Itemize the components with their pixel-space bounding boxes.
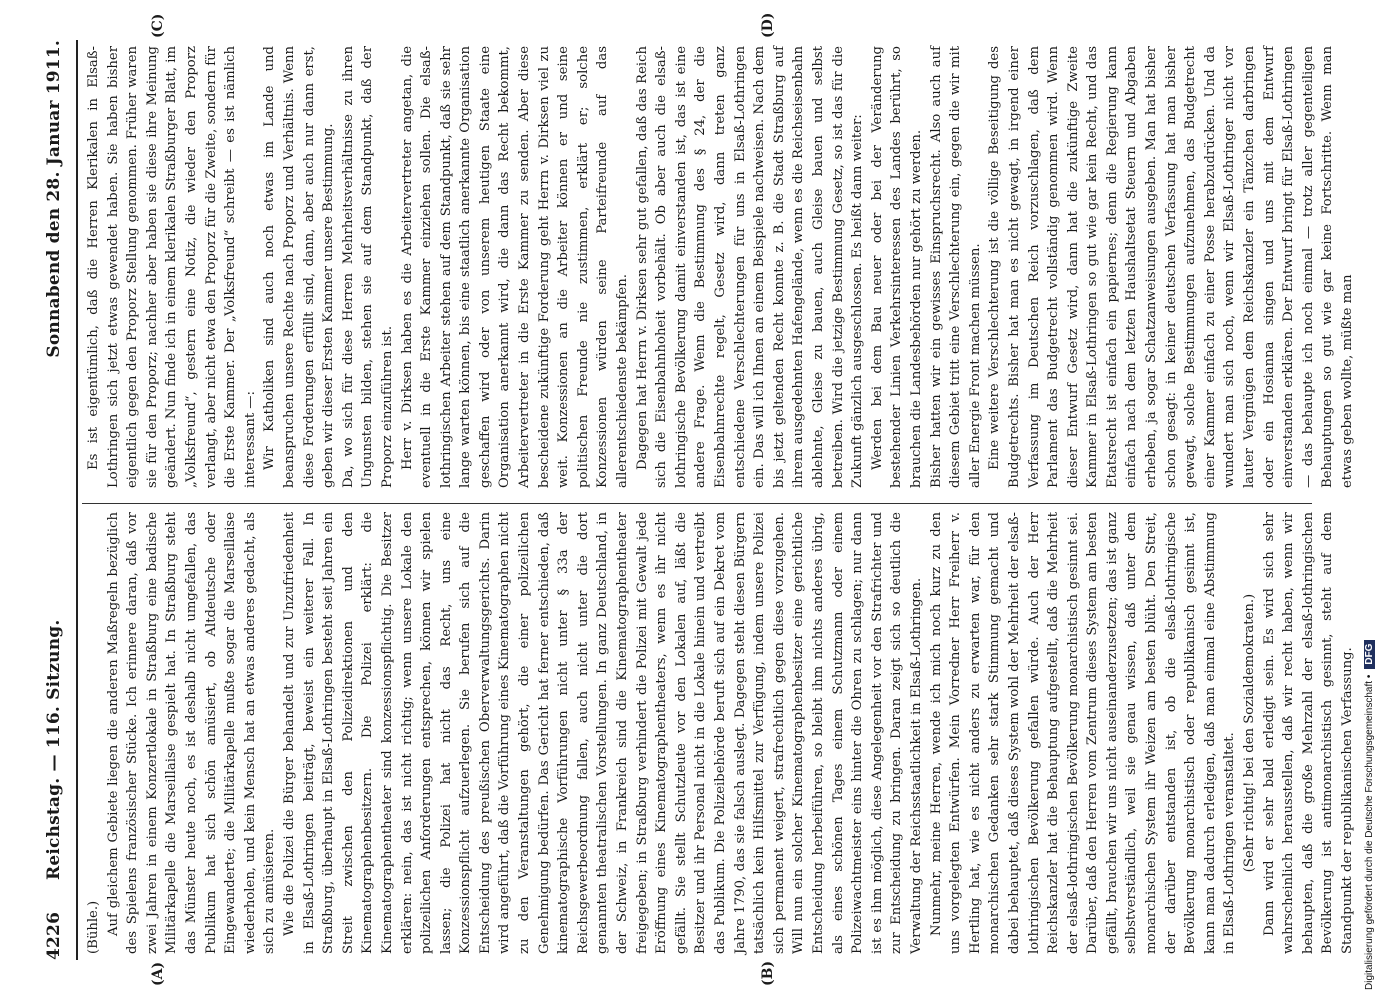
- speaker-note: (Bühle.): [86, 900, 101, 954]
- dfg-logo: DFG: [1364, 640, 1375, 669]
- paragraph: Eine weitere Verschlechterung ist die völlige Beseitigung des Budgetrechts. Bisher hat man es nicht gewagt, in irgend einer Verfassung im Deutschen Reich vorzuschlagen, daß dem Parlament das Budgetrecht vollständig genommen wird. Wenn dieser Entwurf Gesetz wird, dann hat die zukünftige Zweite Kammer in Elsaß-Lothringen so gut wie gar kein Recht, und das Etatsrecht ist einfach ein papiernes; denn die Regierung kann einfach nach dem letzten Haushaltsetat Steuern und Abgaben erheben, ja sogar Schatzanweisungen ausgeben. Man hat bisher schon gesagt: in keiner deutschen Verfassung hat man bisher gewagt, solche Bestimmungen aufzunehmen, das Budgetrecht einer Kammer einfach zu einer Posse herabzudrücken. Und da wundert man sich noch, wenn wir Elsaß-Lothringer nicht vor lauter Vergnügen dem Reichskanzler ein Tänzchen darbringen oder ein Hosianna singen und uns mit dem Entwurf einverstanden erklären. Der Entwurf bringt für Elsaß-Lothringen — das behaupte ich noch einmal — trotz aller gegenteiligen Behauptungen so gut wie gar keine Fortschritte. Wenn man etwas geben wollte, müßte man: [987, 46, 1355, 488]
- paragraph: Herr v. Dirksen haben es die Arbeitervertreter angetan, die eventuell in die Erste Kammer einziehen sollen. Die elsaß-lothringischen Arbeiter stehen auf dem Standpunkt, daß sie sehr lange warten können, bis eine staatlich anerkannte Organisation geschaffen wird oder von unserem heutigen Staate eine Organisation anerkannt wird, die dann das Recht bekommt, Arbeitervertreter in die Erste Kammer zu senden. Aber diese bescheidene zukünftige Forderung geht Herrn v. Dirksen viel zu weit. Konzessionen an die Arbeiter können er und seine politischen Freunde nie zustimmen, erklärt er; solche Konzessionen würden seine Parteifreunde auf das allerentschiedenste bekämpfen.: [399, 46, 631, 488]
- paragraph: Auf gleichem Gebiete liegen die anderen Maßregeln bezüglich des Spielens französischer Stücke. Ich erinnere daran, daß vor zwei Jahren in einem Konzertlokale in Straßburg eine badische Militärkapelle die Marseillaise gespielt hat. In Straßburg steht das Münster heute noch, es ist deshalb nicht umgefallen, das Publikum hat sich schön amüsiert, ob Altdeutsche oder Eingewanderte; die Militärkapelle mußte sogar die Marseillaise wiederholen, und kein Mensch hat an etwas anderes gedacht, als sich zu amüsieren.: [105, 512, 278, 954]
- page-number: 4226: [44, 911, 64, 960]
- paragraph: Wie die Polizei die Bürger behandelt und zur Unzufriedenheit in Elsaß-Lothringen beiträgt, beweist ein weiterer Fall. In Straßburg, überhaupt in Elsaß-Lothringen besteht seit Jahren ein Streit zwischen den Polizeidirektionen und den Kinematographenbesitzern. Die Polizei erklärt: die Kinematographentheater sind konzessionspflichtig. Die Besitzer erklären: nein, das ist nicht richtig; wenn unsere Lokale den polizeilichen Anforderungen entsprechen, können wir spielen lassen; die Polizei hat nicht das Recht, uns eine Konzessionspflicht aufzuerlegen. Sie berufen sich auf die Entscheidung des preußischen Oberverwaltungsgerichts. Darin wird angeführt, daß die Vorführung eines Kinematographen nicht zu den Veranstaltungen gehört, die einer polizeilichen Genehmigung bedürfen. Das Gericht hat ferner entschieden, daß kinematographische Vorführungen nicht unter § 33a der Reichsgewerbeordnung fallen, auch nicht unter die dort genannten theatralischen Vorstellungen. In ganz Deutschland, in der Schweiz, in Frankreich sind die Kinematographentheater freigegeben; in Straßburg verhindert die Polizei mit Gewalt jede Eröffnung eines Kinematographentheaters, wenn es ihr nicht gefällt. Sie stellt Schutzleute vor den Lokalen auf, läßt die Besitzer und ihr Personal nicht in die Lokale hinein und vertreibt das Publikum. Die Polizeibehörde beruft sich auf ein Dekret vom Jahre 1790, das sie falsch auslegt. Dagegen steht diesen Bürgern tatsächlich kein Hilfsmittel zur Verfügung, indem unsere Polizei sich permanent weigert, strafrechtlich gegen diese vorzugehen. Will nun ein solcher Kinematographenbesitzer eine gerichtliche Entscheidung herbeiführen, so bleibt ihm nichts anderes übrig, als eines schönen Tages einem Schutzmann oder einem Polizeiwachtmeister eins hinter die Ohren zu schlagen; nur dann ist es ihm möglich, diese Angelegenheit vor den Strafrichter und zur Entscheidung zu bringen. Daran zeigt sich so deutlich die Verwaltung der Reichsstaatlichkeit in Elsaß-Lothringen.: [281, 512, 924, 954]
- session-title: Reichstag. — 116. Sitzung.: [44, 619, 64, 880]
- margin-marker-c: (C): [150, 13, 166, 38]
- quotation: Werden bei dem Bau neuer oder bei der Veränderung bestehender Linien Verkehrsinteressen des Landes berührt, so brauchen die Landesbehörden nur gehört zu werden.: [869, 46, 924, 488]
- quotation: Wir Katholiken sind auch noch etwas im Lande und beanspruchen unsere Rechte nach Proporz und Verhältnis. Wenn diese Forderungen erfüllt sind, dann, aber auch nur dann erst, geben wir dieser Ersten Kammer unsere Bestimmung.: [262, 46, 337, 488]
- credit-text: Digitalisierung gefördert durch die Deutsche Forschungsgemeinschaft •: [1364, 674, 1375, 990]
- paragraph: Dagegen hat Herrn v. Dirksen sehr gut gefallen, daß das Reich sich die Eisenbahnhoheit vorbehält. Ob aber auch die elsaß-lothringische Bevölkerung damit einverstanden ist, das ist eine andere Frage. Wenn die Bestimmung des § 24, der die Eisenbahnrechte regelt, Gesetz wird, dann treten ganz entschiedene Verschlechterungen für uns in Elsaß-Lothringen ein. Das will ich Ihnen an einem Beispiele nachweisen. Nach dem bis jetzt geltenden Recht konnte z. B. die Stadt Straßburg auf ihrem ausgedehnten Hafengelände, wenn es die Reichseisenbahn ablehnte, Gleise zu bauen, auch Gleise bauen und selbst betreiben. Wird die jetzige Bestimmung Gesetz, so ist das für die Zukunft gänzlich ausgeschlossen. Es heißt dann weiter:: [634, 46, 866, 488]
- paragraph: Es ist eigentümlich, daß die Herren Klerikalen in Elsaß-Lothringen sich jetzt etwas gewendet haben. Sie haben bisher eigentlich gegen den Proporz Stellung genommen. Früher waren sie für den Proporz; nachher aber haben sie diese ihre Meinung geändert. Nun finde ich in einem klerikalen Straßburger Blatt, im „Volksfreund“, gestern eine Notiz, die wieder den Proporz verlangt, aber nicht etwa den Proporz für die Zweite, sondern für die Erste Kammer. Der „Volksfreund“ schreibt — es ist nämlich interessant —:: [86, 46, 258, 488]
- header-rule: [76, 40, 78, 960]
- paragraph: Dann wird er sehr bald erledigt sein. Es wird sich sehr wahrscheinlich herausstellen, daß wir recht haben, wenn wir behaupten, daß die große Mehrzahl der elsaß-lothringischen Bevölkerung ist antimonarchistisch gesinnt, steht auf dem Standpunkt der republikanischen Verfassung.: [1261, 512, 1355, 954]
- column-divider: [82, 503, 1312, 504]
- running-header: [44, 40, 74, 960]
- margin-marker-a: (A): [150, 961, 166, 986]
- paragraph: Da, wo sich für diese Herren Mehrheitsverhältnisse zu ihren Ungunsten bilden, stehen sie auf dem Standpunkt, daß der Proporz einzuführen ist.: [340, 46, 395, 488]
- digitization-credit: [1364, 0, 1380, 990]
- right-column: [84, 46, 1358, 488]
- session-date: Sonnabend den 28. Januar 1911.: [44, 40, 64, 358]
- left-column: [84, 512, 1358, 954]
- margin-marker-b: (B): [760, 960, 776, 986]
- paragraph: Bisher hatten wir ein gewisses Einspruchsrecht. Also auch auf diesem Gebiet tritt eine Verschlechterung ein, gegen die wir mit aller Energie Front machen müssen.: [928, 46, 983, 488]
- interjection: (Sehr richtig! bei den Sozialdemokraten.): [1242, 593, 1258, 873]
- margin-marker-d: (D): [760, 12, 776, 38]
- paragraph: Nunmehr, meine Herren, wende ich mich noch kurz zu den uns vorgelegten Entwürfen. Mein Vorredner Herr Freiherr v. Hertling hat, wie es nicht anders zu erwarten war, für den monarchischen Gedanken sehr stark Stimmung gemacht und dabei behauptet, daß dieses System wohl der Mehrheit der elsaß-lothringischen Bevölkerung gefallen würde. Auch der Herr Reichskanzler hat die Behauptung aufgestellt, daß die Mehrheit der elsaß-lothringischen Bevölkerung monarchistisch gesinnt sei. Darüber, daß den Herren vom Zentrum dieses System am besten gefällt, brauchen wir uns nicht auseinanderzusetzen; das ist ganz selbstverständlich, weil sie genau wissen, daß unter dem monarchischen System ihr Weizen am besten blüht. Den Streit, der darüber entstanden ist, ob die elsaß-lothringische Bevölkerung monarchistisch oder republikanisch gesinnt ist, kann man dadurch erledigen, daß man einmal eine Abstimmung in Elsaß-Lothringen veranstaltet.: [928, 512, 1238, 954]
